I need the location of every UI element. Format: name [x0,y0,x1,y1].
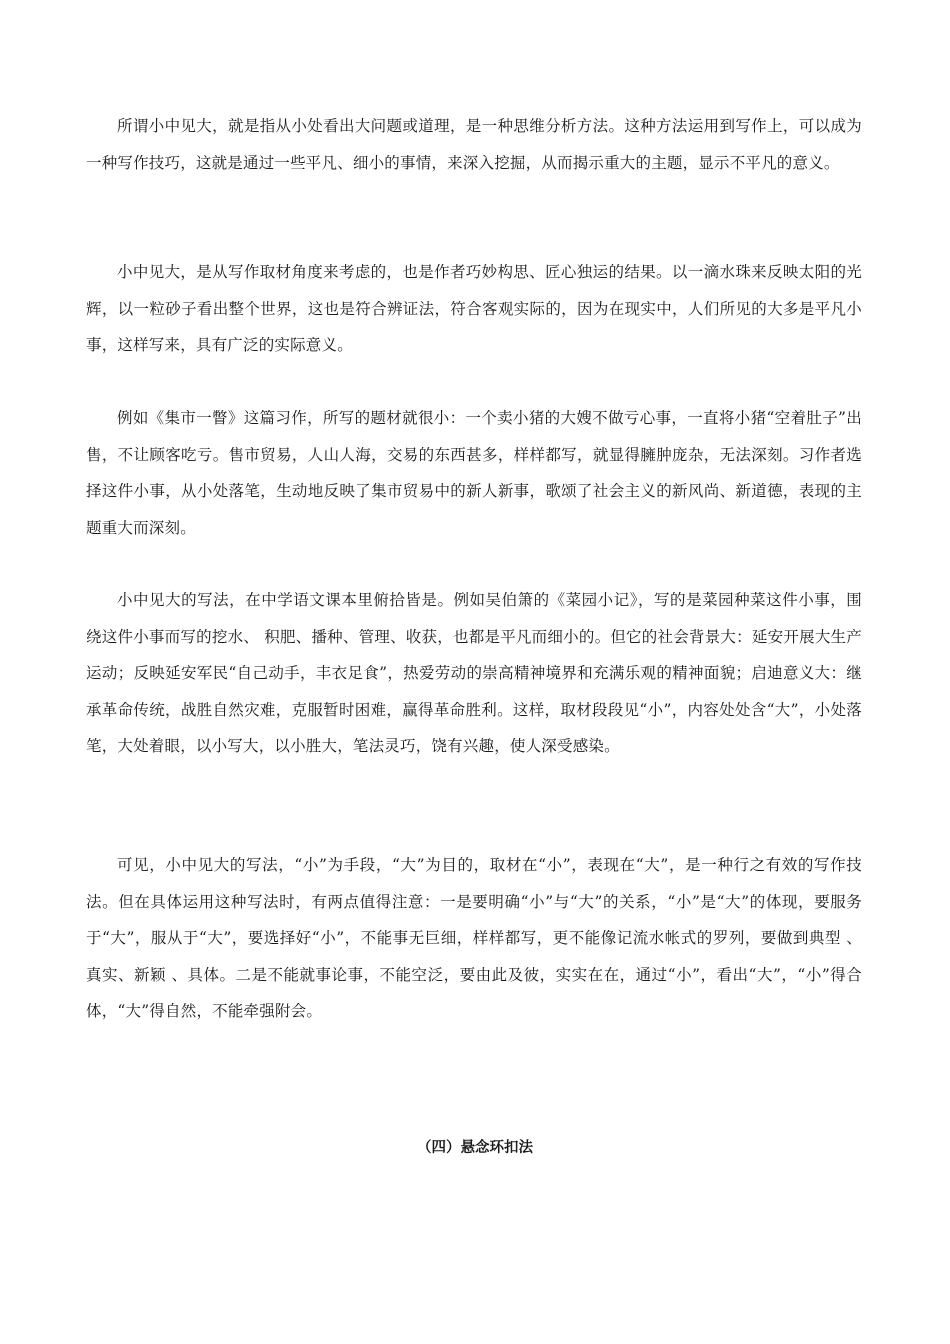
paragraph-1: 所谓小中见大，就是指从小处看出大问题或道理，是一种思维分析方法。这种方法运用到写作上，可以成为一种写作技巧，这就是通过一些平凡、细小的事情，来深入挖掘，从而揭示重大的主题，显示不平凡的意义。 [86,117,862,172]
paragraph-4: 小中见大的写法，在中学语文课本里俯拾皆是。例如吴伯箫的《菜园小记》，写的是菜园种菜这件小事，围绕这件小事而写的挖水、 积肥、播种、管理、收获，也都是平凡而细小的。但它的社会背景大：延安开展大生产运动；反映延安军民“自己动手，丰衣足食”，热爱劳动的崇高精神境界和充满乐观的精神面貌；启迪意义大：继承革命传统，战胜自然灾难，克服暂时困难，赢得革命胜利。这样，取材段段见“小”，内容处处含“大”，小处落笔，大处着眼，以小写大，以小胜大，笔法灵巧，饶有兴趣，使人深受感染。 [86,591,862,755]
paragraph-5: 可见，小中见大的写法，“小”为手段，“大”为目的，取材在“小”，表现在“大”，是一种行之有效的写作技法。但在具体运用这种写法时，有两点值得注意：一是要明确“小”与“大”的关系，“小”是“大”的体现，要服务于“大”，服从于“大”，要选择好“小”，不能事无巨细，样样都写，更不能像记流水帐式的罗列，要做到典型 、真实、新颖 、具体。二是不能就事论事，不能空泛，要由此及彼，实实在在，通过“小”，看出“大”，“小”得合体，“大”得自然，不能牵强附会。 [86,856,862,1020]
paragraph-3: 例如《集市一瞥》这篇习作，所写的题材就很小：一个卖小猪的大嫂不做亏心事，一直将小猪“空着肚子”出售，不让顾客吃亏。售市贸易，人山人海，交易的东西甚多，样样都写，就显得臃肿庞杂，无法深刻。习作者选择这件小事，从小处落笔，生动地反映了集市贸易中的新人新事，歌颂了社会主义的新风尚、新道德，表现的主题重大而深刻。 [86,409,862,537]
section-heading: （四）悬念环扣法 [417,1140,533,1156]
paragraph-2: 小中见大，是从写作取材角度来考虑的，也是作者巧妙构思、匠心独运的结果。以一滴水珠来反映太阳的光辉，以一粒砂子看出整个世界，这也是符合辨证法，符合客观实际的，因为在现实中，人们所见的大多是平凡小事，这样写来，具有广泛的实际意义。 [86,263,862,354]
